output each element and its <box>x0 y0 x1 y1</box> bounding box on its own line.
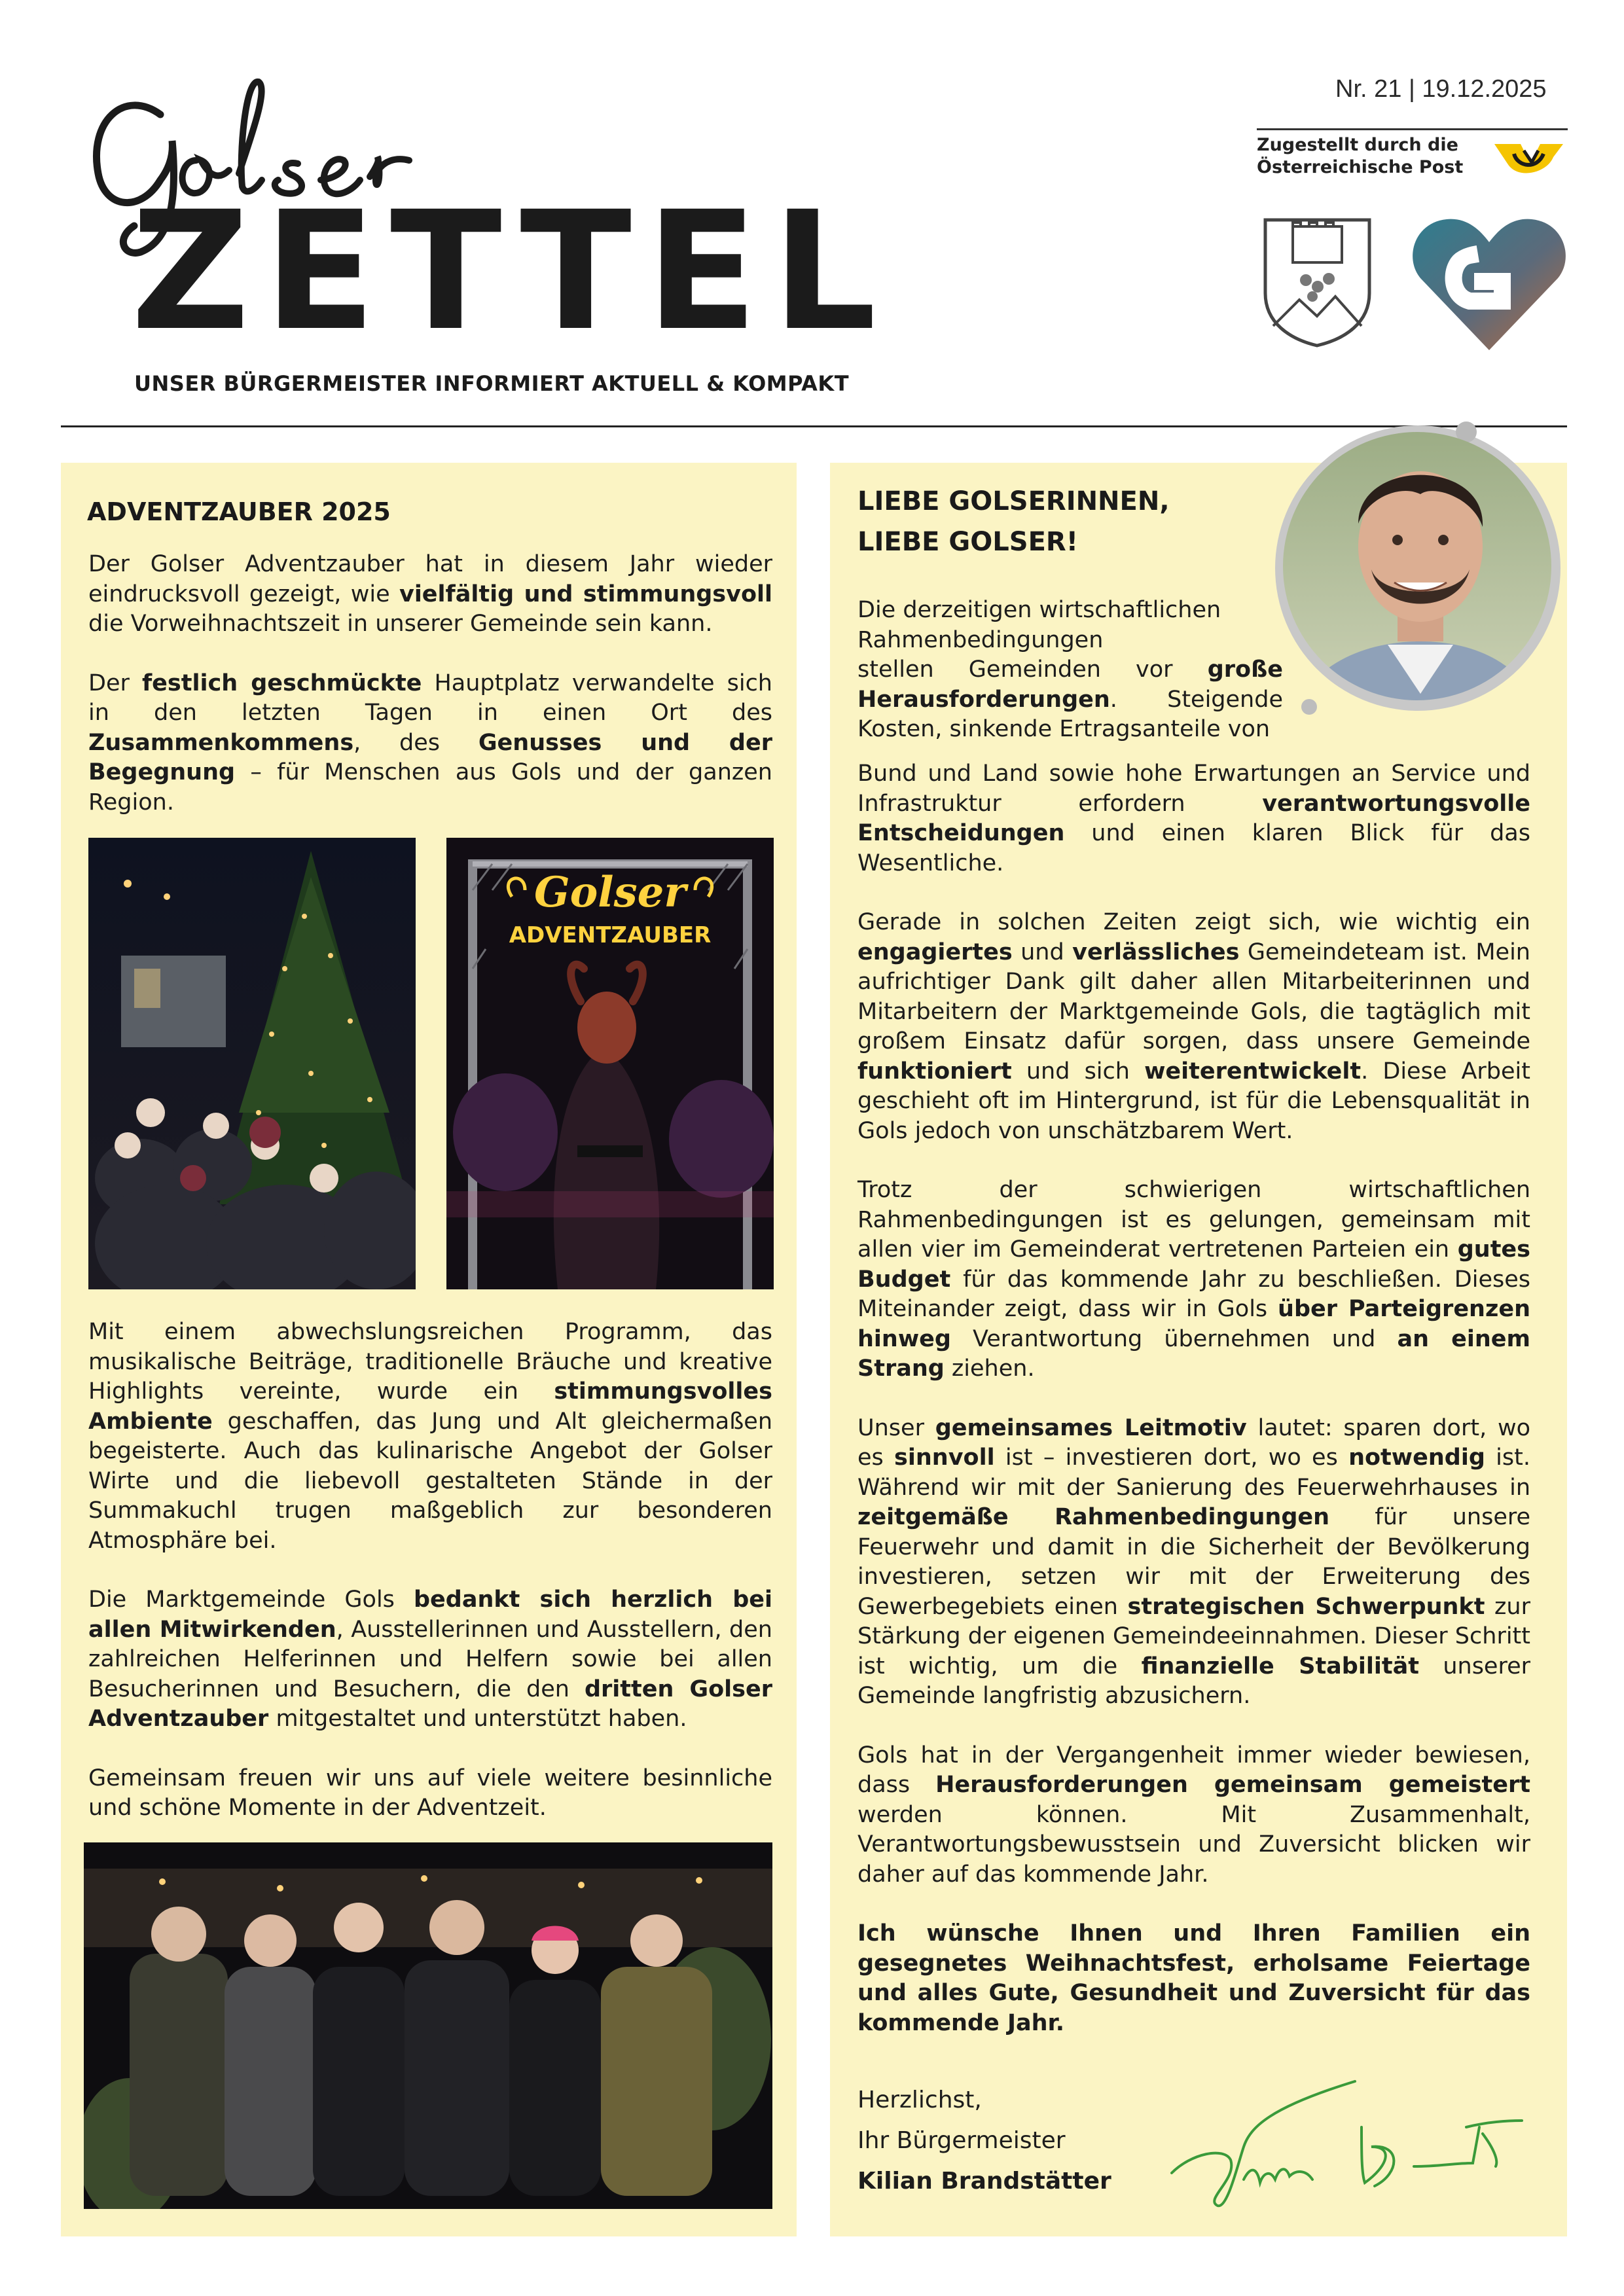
letter-closing <box>857 2080 1111 2202</box>
post-line-2: Österreichische Post <box>1257 157 1464 177</box>
intro-line-3: stellen Gemeinden vor große <box>857 656 1283 683</box>
photo-group-at-market <box>84 1842 772 2209</box>
mayor-letter-body <box>857 759 1530 2068</box>
greeting-line-1: LIEBE GOLSERINNEN, <box>857 486 1170 516</box>
intro-line-1: Die derzeitigen wirtschaftlichen <box>857 597 1221 623</box>
adventzauber-p1: Der Golser Adventzauber hat in diesem Jahr wieder eindrucksvoll gezeigt, wie vielfältig und stimmungsvoll die Vorweihnachtszeit in unserer Gemeinde sein kann. <box>88 551 772 637</box>
adventzauber-heading: ADVENTZAUBER 2025 <box>87 497 391 526</box>
closing-role: Ihr Bürgermeister <box>857 2127 1066 2154</box>
adventzauber-sign-line2: ADVENTZAUBER <box>509 922 712 948</box>
letter-p4: Unser gemeinsames Leitmotiv lautet: sparen dort, wo es sinnvoll ist – investieren dort, wo es notwendig ist. Während wir mit der Sanierung des Feuerwehrhauses in zeitgemäße Rahmenbedingungen für unsere Feuerwehr und damit in die Sicherheit der Bevölkerung investieren, setzen wir mit der Erweiterung des Gewerbegebiets einen strategischen Schwerpunkt zur Stärkung der eigenen Gemeindeeinnahmen. Dieser Schritt ist wichtig, um die finanzielle Stabilität unserer Gemeinde langfristig abzusichern. <box>857 1414 1531 1709</box>
adventzauber-p4: Die Marktgemeinde Gols bedankt sich herzlich bei allen Mitwirkenden, Ausstellerinnen und Ausstellern, den zahlreichen Helferinnen und Helfern sowie bei allen Besucherinnen und Besuchern, die den dritten Golser Adventzauber mitgestaltet und unterstützt haben. <box>88 1587 772 1732</box>
adventzauber-sign-line1: Golser <box>533 868 687 917</box>
municipal-crest-icon <box>1260 215 1375 349</box>
post-horn-icon <box>1491 137 1566 183</box>
intro-line-5: Kosten, sinkende Ertragsanteile von <box>857 716 1271 742</box>
adventzauber-p5: Gemeinsam freuen wir uns auf viele weitere besinnliche und schöne Momente in der Adventzeit. <box>88 1765 772 1821</box>
masthead-subtitle: UNSER BÜRGERMEISTER INFORMIERT AKTUELL & KOMPAKT <box>134 371 850 396</box>
gols-heart-logo <box>1407 209 1571 357</box>
photo-christmas-tree-crowd <box>88 838 416 1289</box>
letter-p2: Gerade in solchen Zeiten zeigt sich, wie wichtig ein engagiertes und verlässliches Gemeindeteam ist. Mein aufrichtiger Dank gilt daher allen Mitarbeiterinnen und Mitarbeitern der Marktgemeinde Gols, die tagtäglich mit großem Einsatz dafür sorgen, dass unsere Gemeinde funktioniert und sich weiterentwickelt. Diese Arbeit geschieht oft im Hintergrund, ist für die Lebensqualität in Gols jedoch von unschätzbarem Wert. <box>857 909 1530 1144</box>
adventzauber-p2: Der festlich geschmückte Hauptplatz verwandelte sich in den letzten Tagen in einen Ort des Zusammenkommens, des Genusses und der Begegnung – für Menschen aus Gols und der ganzen Region. <box>88 670 772 816</box>
masthead-title: ZETTEL <box>131 176 891 367</box>
intro-line-2: Rahmenbedingungen <box>857 626 1104 653</box>
post-divider <box>1257 128 1568 130</box>
post-delivery-note <box>1257 134 1463 179</box>
letter-p1: Bund und Land sowie hohe Erwartungen an Service und Infrastruktur erfordern verantwortungsvolle Entscheidungen und einen klaren Blick für das Wesentliche. <box>857 761 1530 876</box>
post-line-1: Zugestellt durch die <box>1257 135 1458 155</box>
intro-line-4: Herausforderungen. Steigende <box>857 686 1283 713</box>
adventzauber-p3: Mit einem abwechslungsreichen Programm, das musikalische Beiträge, traditionelle Bräuche und kreative Highlights vereinte, wurde ein stimmungsvolles Ambiente geschaffen, das Jung und Alt gleichermaßen begeisterte. Auch das kulinarische Angebot der Golser Wirte und die liebevoll gestalteten Stände in der Summakuchl trugen maßgeblich zur besonderen Atmosphäre bei. <box>88 1319 772 1554</box>
letter-p3: Trotz der schwierigen wirtschaftlichen Rahmenbedingungen ist es gelungen, gemeinsam mit allen vier im Gemeinderat vertretenen Parteien ein gutes Budget für das kommende Jahr zu beschließen. Dieses Miteinander zeigt, dass wir in Gols über Parteigrenzen hinweg Verantwortung übernehmen und an einem Strang ziehen. <box>857 1177 1530 1382</box>
mayor-signature <box>1165 2068 1532 2219</box>
greeting-line-2: LIEBE GOLSER! <box>857 527 1078 557</box>
letter-p6: Ich wünsche Ihnen und Ihren Familien ein gesegnetes Weihnachtsfest, erholsame Feiertage und alles Gute, Gesundheit und Zuversicht für das kommende Jahr. <box>857 1920 1530 2036</box>
closing-name: Kilian Brandstätter <box>857 2168 1111 2195</box>
adventzauber-intro <box>88 550 772 847</box>
photo-krampus-adventzauber <box>446 838 774 1289</box>
issue-number-date: Nr. 21 | 19.12.2025 <box>1335 75 1547 103</box>
letter-p5: Gols hat in der Vergangenheit immer wieder bewiesen, dass Herausforderungen gemeinsam gemeistert werden können. Mit Zusammenhalt, Verantwortungsbewusstsein und Zuversicht blicken wir daher auf das kommende Jahr. <box>857 1742 1530 1888</box>
closing-salutation: Herzlichst, <box>857 2087 982 2113</box>
adventzauber-body <box>88 1318 772 1853</box>
mayor-letter-intro <box>857 596 1530 745</box>
mayor-letter-heading <box>857 481 1170 562</box>
